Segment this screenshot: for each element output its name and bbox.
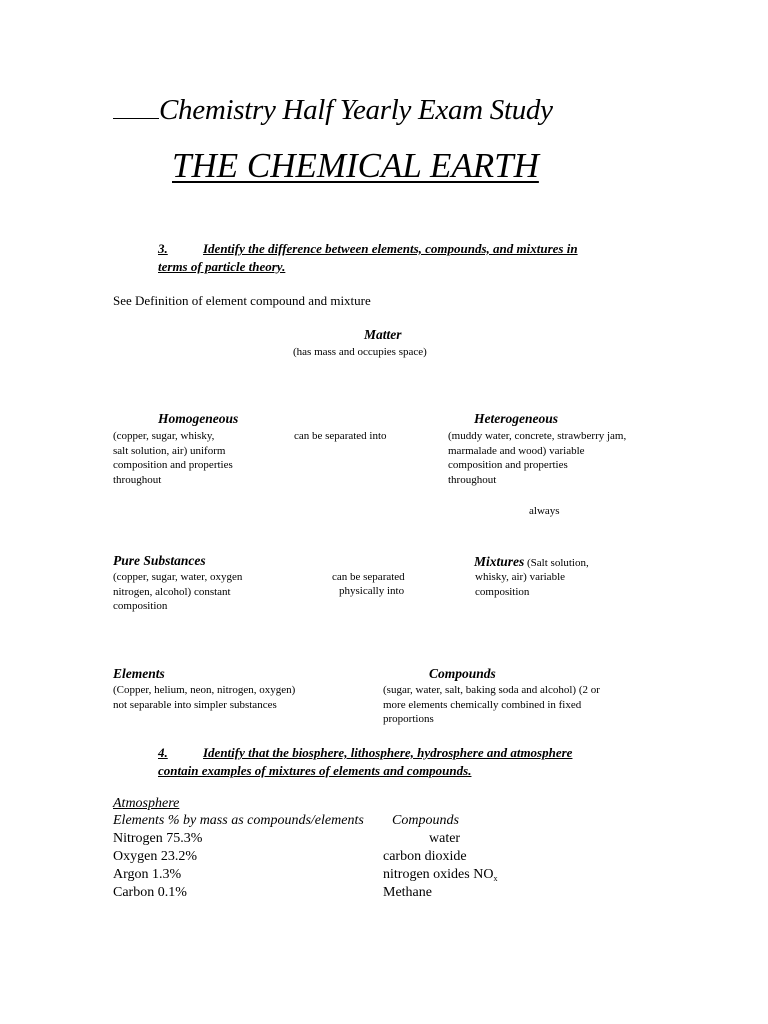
- elements-description: [113, 683, 295, 712]
- pure-substances-description: [113, 570, 242, 614]
- question-4-text-2: contain examples of mixtures of elements and compounds.: [158, 763, 472, 778]
- question-3-line1: [158, 241, 578, 257]
- pure-substances-line: nitrogen, alcohol) constant: [113, 585, 231, 598]
- matter-note: (has mass and occupies space): [293, 346, 427, 358]
- always-label: always: [529, 505, 560, 517]
- page-title: [113, 93, 553, 127]
- compounds-line: (sugar, water, salt, baking soda and alcohol) (2 or: [383, 684, 600, 696]
- heterogeneous-line: throughout: [448, 473, 497, 486]
- pure-substances-line: (copper, sugar, water, oxygen: [113, 571, 243, 583]
- elements-heading: Elements: [113, 666, 165, 681]
- compounds-line: proportions: [383, 713, 434, 725]
- mixtures-line: whisky, air) variable: [475, 571, 566, 583]
- heterogeneous-line: composition and properties: [448, 459, 568, 471]
- title-underline-pad: [113, 93, 159, 119]
- elements-line: (Copper, helium, neon, nitrogen, oxygen): [113, 684, 296, 696]
- nox-subscript: x: [493, 874, 498, 883]
- separated-physically-line2: physically into: [339, 585, 405, 597]
- heterogeneous-line: (muddy water, concrete, strawberry jam,: [448, 430, 627, 442]
- homogeneous-line: throughout: [113, 473, 162, 486]
- atmosphere-compound-item: carbon dioxide: [383, 849, 467, 864]
- page-subtitle: THE CHEMICAL EARTH: [172, 146, 539, 185]
- mixtures-heading-suffix: (Salt solution,: [524, 557, 589, 569]
- compounds-description: [383, 683, 600, 727]
- atmosphere-compounds-header: Compounds: [392, 813, 459, 828]
- atmosphere-compound-item: nitrogen oxides NO: [383, 867, 494, 882]
- question-4-number: 4.: [158, 745, 168, 760]
- homogeneous-line: salt solution, air) uniform: [113, 444, 226, 457]
- pure-substances-line: composition: [113, 600, 168, 612]
- homogeneous-line: (copper, sugar, whisky,: [113, 430, 215, 442]
- homogeneous-heading: Homogeneous: [158, 411, 239, 426]
- elements-line: not separable into simpler substances: [113, 698, 277, 711]
- atmosphere-element-item: Argon 1.3%: [113, 867, 182, 882]
- compounds-heading: Compounds: [429, 666, 496, 681]
- question-3-text-1: Identify the difference between elements, compounds, and mixtures in: [203, 241, 578, 256]
- atmosphere-element-item: Carbon 0.1%: [113, 885, 187, 900]
- atmosphere-compound-item: Methane: [383, 885, 432, 900]
- atmosphere-element-item: Oxygen 23.2%: [113, 849, 197, 864]
- mixtures-heading: Mixtures: [474, 554, 525, 569]
- matter-heading: Matter: [364, 327, 402, 342]
- homogeneous-line: composition and properties: [113, 459, 233, 471]
- mixtures-description: [475, 570, 565, 599]
- heterogeneous-description: [448, 429, 626, 487]
- atmosphere-compound-item: water: [429, 831, 461, 846]
- see-definition-text: See Definition of element compound and mixture: [113, 293, 371, 308]
- question-3-line2: [158, 259, 285, 275]
- atmosphere-element-item: Nitrogen 75.3%: [113, 831, 203, 846]
- heterogeneous-heading: Heterogeneous: [474, 411, 558, 426]
- atmosphere-heading: Atmosphere: [113, 796, 180, 811]
- separated-physically-line1: can be separated: [332, 571, 405, 583]
- atmosphere-elements-header: Elements % by mass as compounds/elements: [113, 813, 364, 828]
- question-4-line2: [158, 763, 471, 779]
- separated-into-label: can be separated into: [294, 430, 387, 442]
- mixtures-line: composition: [475, 585, 530, 598]
- pure-substances-heading: Pure Substances: [113, 553, 206, 568]
- homogeneous-description: [113, 429, 233, 487]
- compounds-line: more elements chemically combined in fixed: [383, 698, 582, 711]
- question-4-line1: [158, 745, 572, 761]
- mixtures-heading-row: [474, 553, 589, 571]
- question-3-text-2: terms of particle theory.: [158, 259, 286, 274]
- atmosphere-compound-nox: [383, 867, 497, 883]
- title-text: Chemistry Half Yearly Exam Study: [159, 94, 553, 126]
- question-4-text-1: Identify that the biosphere, lithosphere, hydrosphere and atmosphere: [203, 745, 573, 760]
- heterogeneous-line: marmalade and wood) variable: [448, 444, 585, 457]
- question-3-number: 3.: [158, 241, 168, 256]
